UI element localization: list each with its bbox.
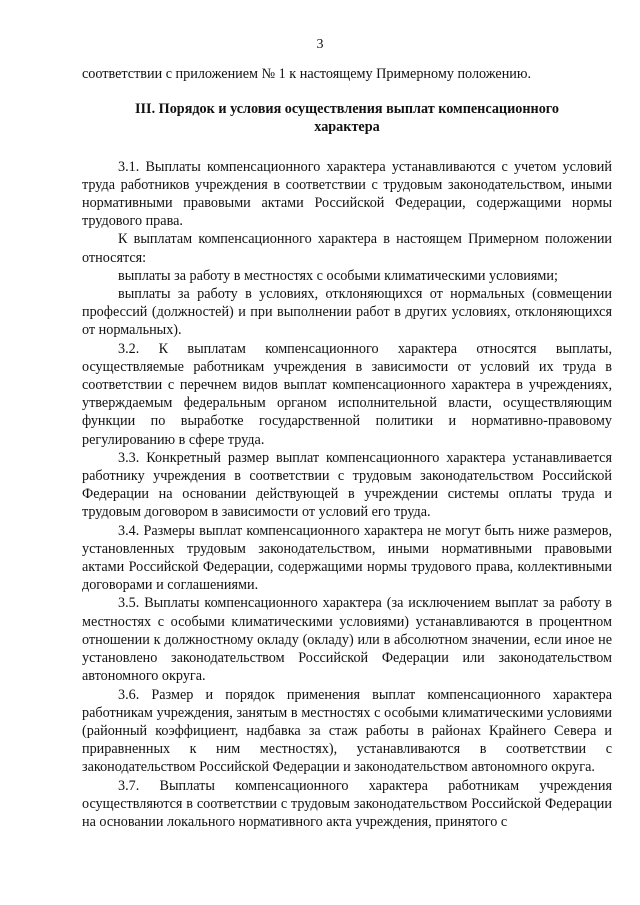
paragraph-list-intro: К выплатам компенсационного характера в настоящем Примерном положении относятся: [82, 231, 612, 266]
paragraph-3-7: 3.7. Выплаты компенсационного характера работникам учреждения осуществляются в соответствии с трудовым законодательством Российской Федерации на основании локального нормативного акта учреждения, принятого с [82, 777, 612, 830]
paragraph-3-2: 3.2. К выплатам компенсационного характера относятся выплаты, осуществляемые работникам учреждения в зависимости от условий их труда в соответствии с перечнем видов выплат компенсационного характера в учреждениях, утверждаемым федеральным органом исполнительной власти, осуществляющим функции по выработке государственной политики и нормативно-правовому регулированию в сфере труда. [82, 340, 612, 448]
intro-line: соответствии с приложением № 1 к настоящему Примерному положению. [82, 66, 532, 82]
section-heading: III. Порядок и условия осуществления выплат компенсационного характера [135, 101, 559, 136]
paragraph-3-4: 3.4. Размеры выплат компенсационного характера не могут быть ниже размеров, установленных трудовым законодательством, иными нормативными правовыми актами Российской Федерации, содержащими нормы трудового права, коллективными договорами и соглашениями. [82, 522, 612, 594]
paragraph-list-item-1: выплаты за работу в местностях с особыми климатическими условиями; [118, 267, 558, 284]
paragraph-list-item-2: выплаты за работу в условиях, отклоняющихся от нормальных (совмещении профессий (должностей) и при выполнении работ в других условиях, отклоняющихся от нормальных). [82, 286, 612, 339]
document-body [82, 65, 612, 831]
paragraph-3-3: 3.3. Конкретный размер выплат компенсационного характера устанавливается работнику учреждения в соответствии с трудовым законодательством Российской Федерации на основании действующей в учреждении системы оплаты труда и трудовым договором в зависимости от условий его труда. [82, 449, 612, 521]
paragraph-3-6: 3.6. Размер и порядок применения выплат компенсационного характера работникам учреждения, занятым в местностях с особыми климатическими условиями (районный коэффициент, надбавка за стаж работы в районах Крайнего Севера и приравненных к ним местностях), устанавливаются в соответствии с законодательством Российской Федерации и законодательством автономного округа. [82, 686, 612, 776]
paragraph-3-1: 3.1. Выплаты компенсационного характера устанавливаются с учетом условий труда работников учреждения в соответствии с трудовым законодательством, иными нормативными правовыми актами Российской Федерации, содержащими нормы трудового права. [82, 158, 612, 230]
paragraph-3-5: 3.5. Выплаты компенсационного характера (за исключением выплат за работу в местностях с особыми климатическими условиями) устанавливаются в процентном отношении к должностному окладу (окладу) или в абсолютном значении, если иное не установлено законодательством Российской Федерации или законодательством автономного округа. [82, 595, 612, 685]
page-number: 3 [316, 37, 324, 52]
